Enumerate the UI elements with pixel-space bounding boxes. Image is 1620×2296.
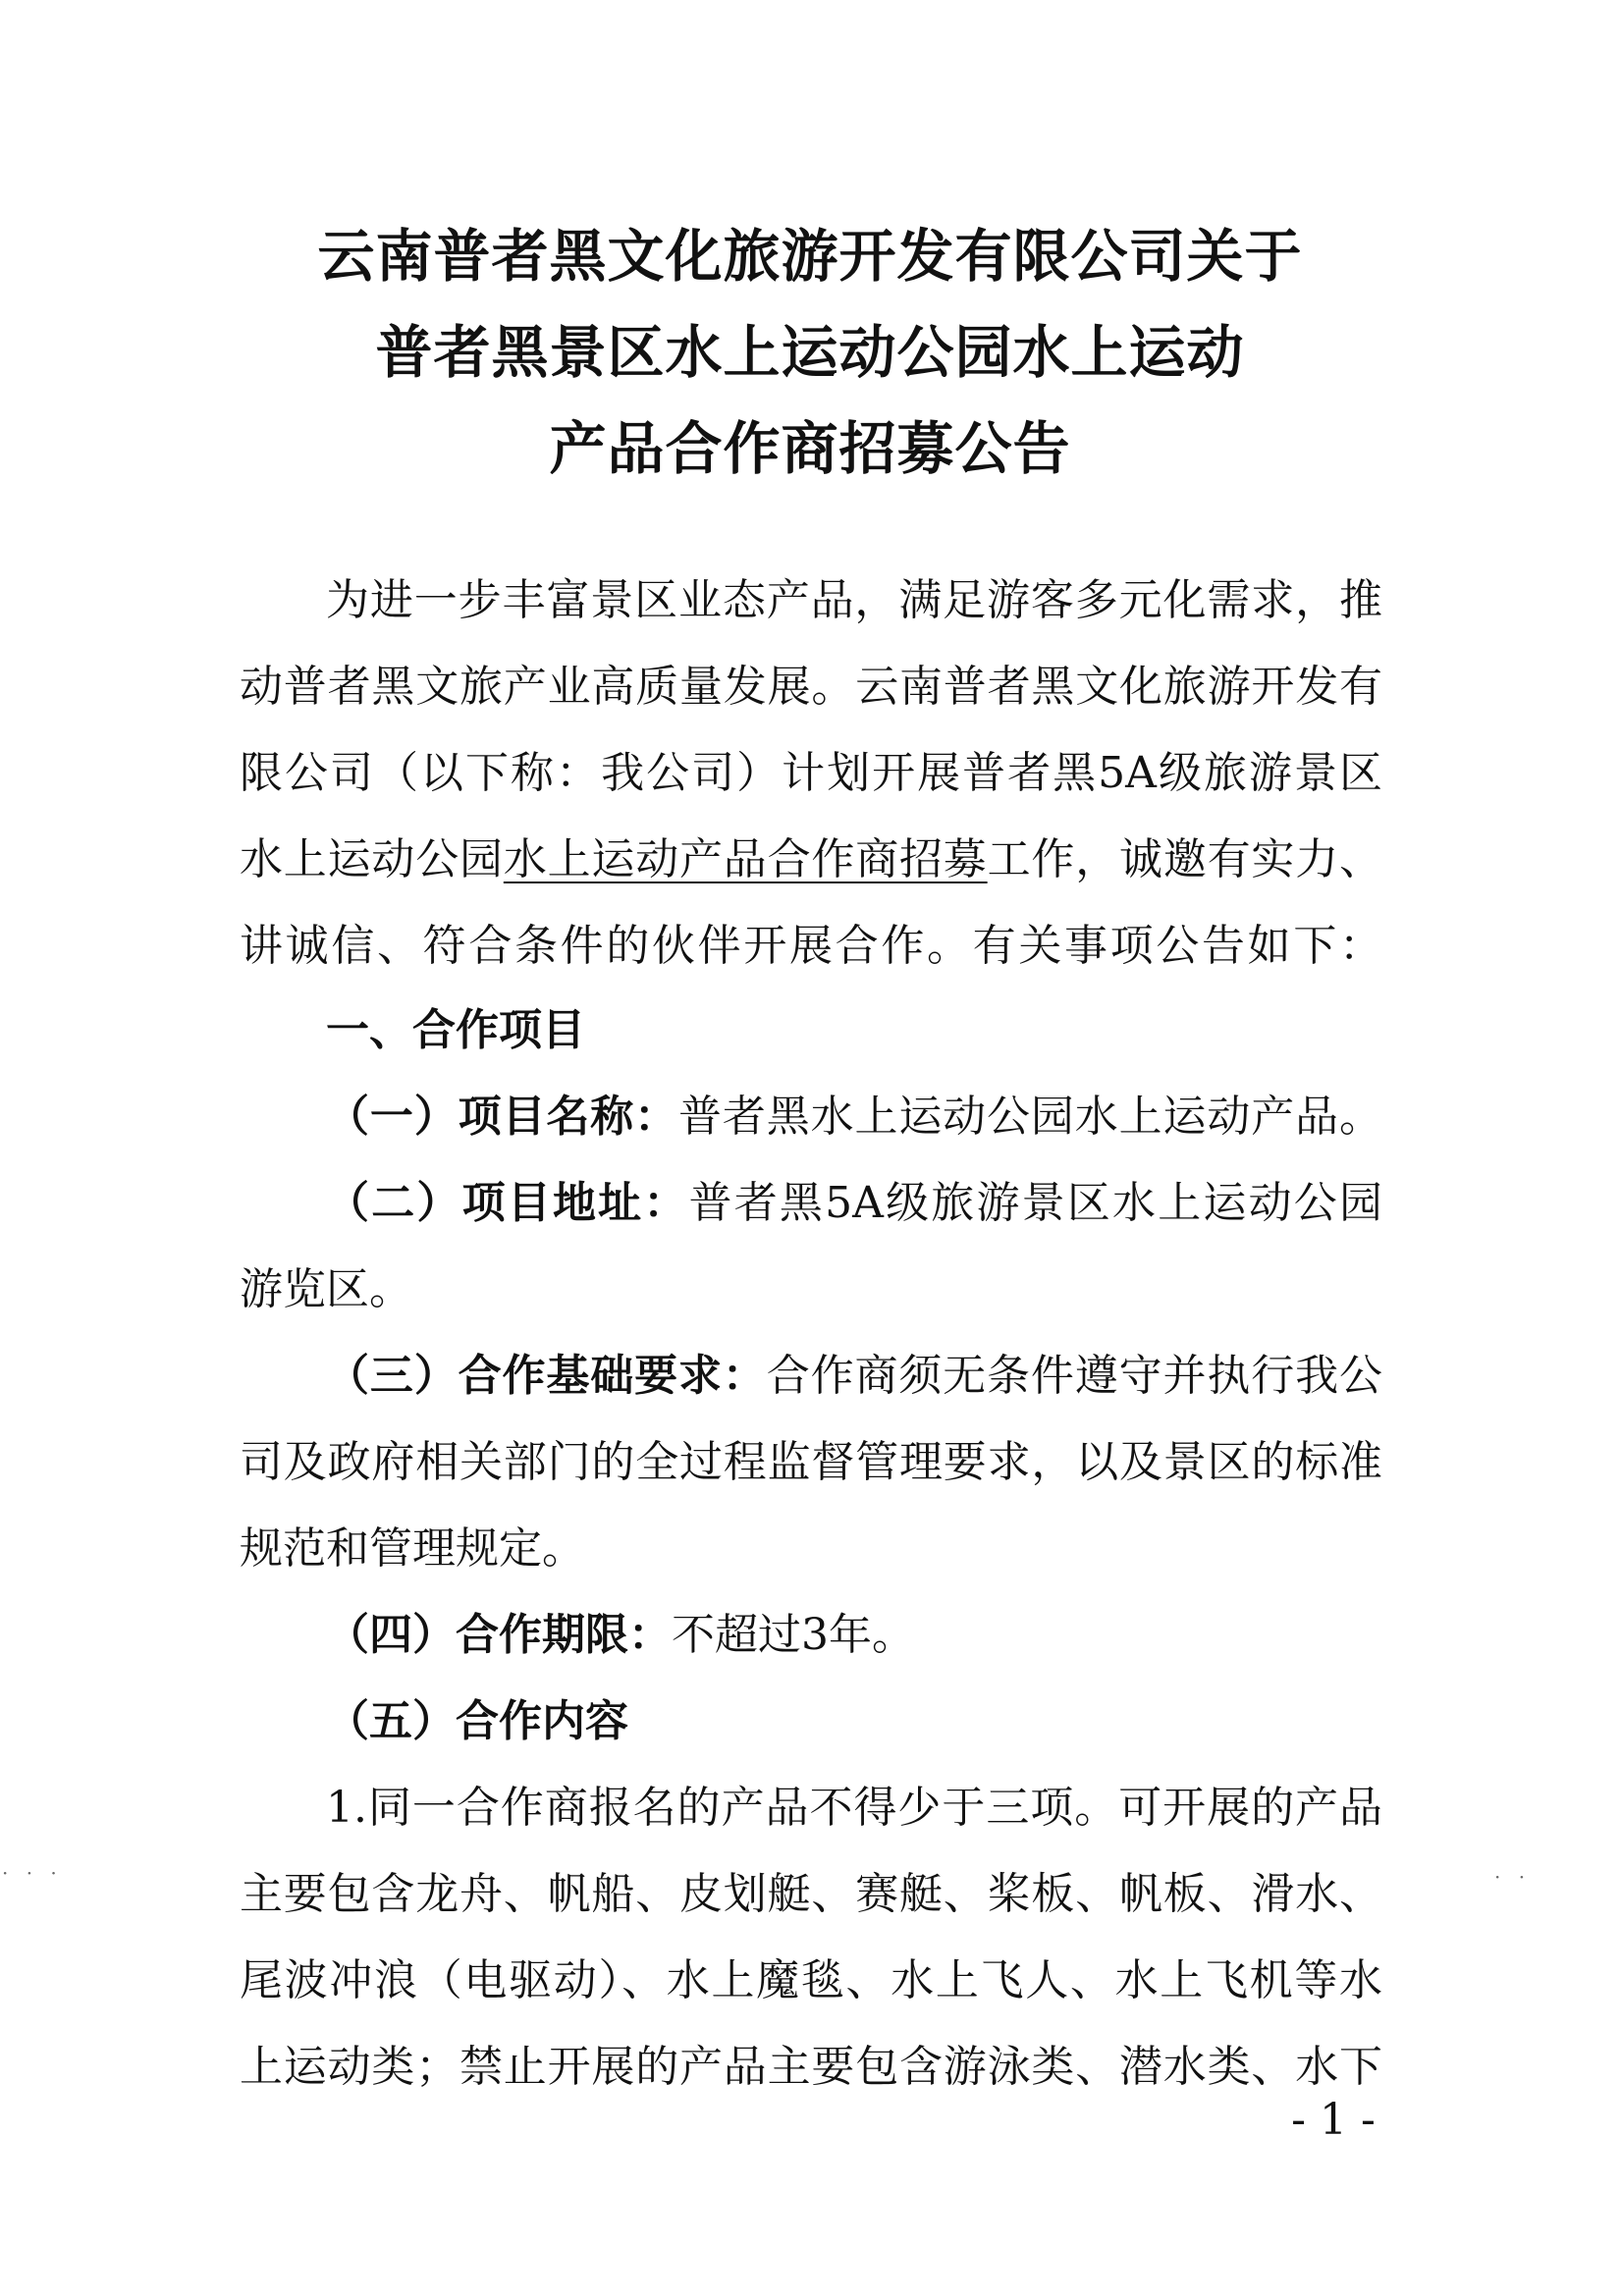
document-title-line-1: 云南普者黑文化旅游开发有限公司关于 [317, 223, 1303, 290]
scan-speck-left: · · · [2, 1861, 63, 1885]
underlined-project-name: 水上运动产品合作商招募 [503, 834, 988, 884]
document-title-line-3: 产品合作商招募公告 [549, 415, 1071, 482]
content-paragraph-line-1: 1.同一合作商报名的产品不得少于三项。可开展的产品 [326, 1783, 1382, 1833]
item-3-label: （三）合作基础要求： [326, 1351, 767, 1401]
item-2-continuation: 游览区。 [240, 1264, 412, 1314]
intro-line-4-end: 工作，诚邀有实力、 [987, 834, 1383, 884]
page-number: - 1 - [1291, 2095, 1376, 2145]
scan-speck-right: · · [1494, 1865, 1532, 1889]
intro-line-3: 限公司（以下称：我公司）计划开展普者黑5A级旅游景区 [240, 748, 1382, 798]
item-3-continuation-1: 司及政府相关部门的全过程监督管理要求，以及景区的标准 [240, 1437, 1382, 1487]
item-1-text: 普者黑水上运动公园水上运动产品。 [677, 1092, 1383, 1142]
document-title-line-2: 普者黑景区水上运动公园水上运动 [375, 319, 1245, 386]
item-2 [326, 1172, 1382, 1235]
content-paragraph-line-3: 尾波冲浪（电驱动）、水上魔毯、水上飞人、水上飞机等水 [240, 1955, 1382, 2005]
item-4-text: 不超过3年。 [672, 1610, 915, 1660]
content-paragraph-line-4: 上运动类；禁止开展的产品主要包含游泳类、潜水类、水下 [240, 2042, 1382, 2092]
item-2-label: （二）项目地址： [326, 1178, 689, 1228]
item-3-continuation-2: 规范和管理规定。 [240, 1523, 585, 1574]
item-3-text: 合作商须无条件遵守并执行我公 [766, 1351, 1383, 1401]
item-3 [326, 1345, 1382, 1408]
intro-line-4-start: 水上运动公园 [240, 834, 504, 884]
intro-line-1: 为进一步丰富景区业态产品，满足游客多元化需求，推 [326, 575, 1382, 625]
intro-line-2: 动普者黑文旅产业高质量发展。云南普者黑文化旅游开发有 [240, 662, 1382, 712]
item-2-text: 普者黑5A级旅游景区水上运动公园 [688, 1178, 1382, 1228]
item-1 [326, 1086, 1382, 1148]
intro-line-5: 讲诚信、符合条件的伙伴开展合作。有关事项公告如下： [240, 921, 1382, 971]
item-1-label: （一）项目名称： [326, 1092, 678, 1142]
item-5-label: （五）合作内容 [326, 1696, 628, 1746]
intro-line-4 [240, 828, 1382, 891]
item-4-label: （四）合作期限： [326, 1610, 672, 1660]
item-4 [326, 1604, 1382, 1667]
content-paragraph-line-2: 主要包含龙舟、帆船、皮划艇、赛艇、桨板、帆板、滑水、 [240, 1869, 1382, 1919]
section-heading: 一、合作项目 [326, 1005, 585, 1055]
